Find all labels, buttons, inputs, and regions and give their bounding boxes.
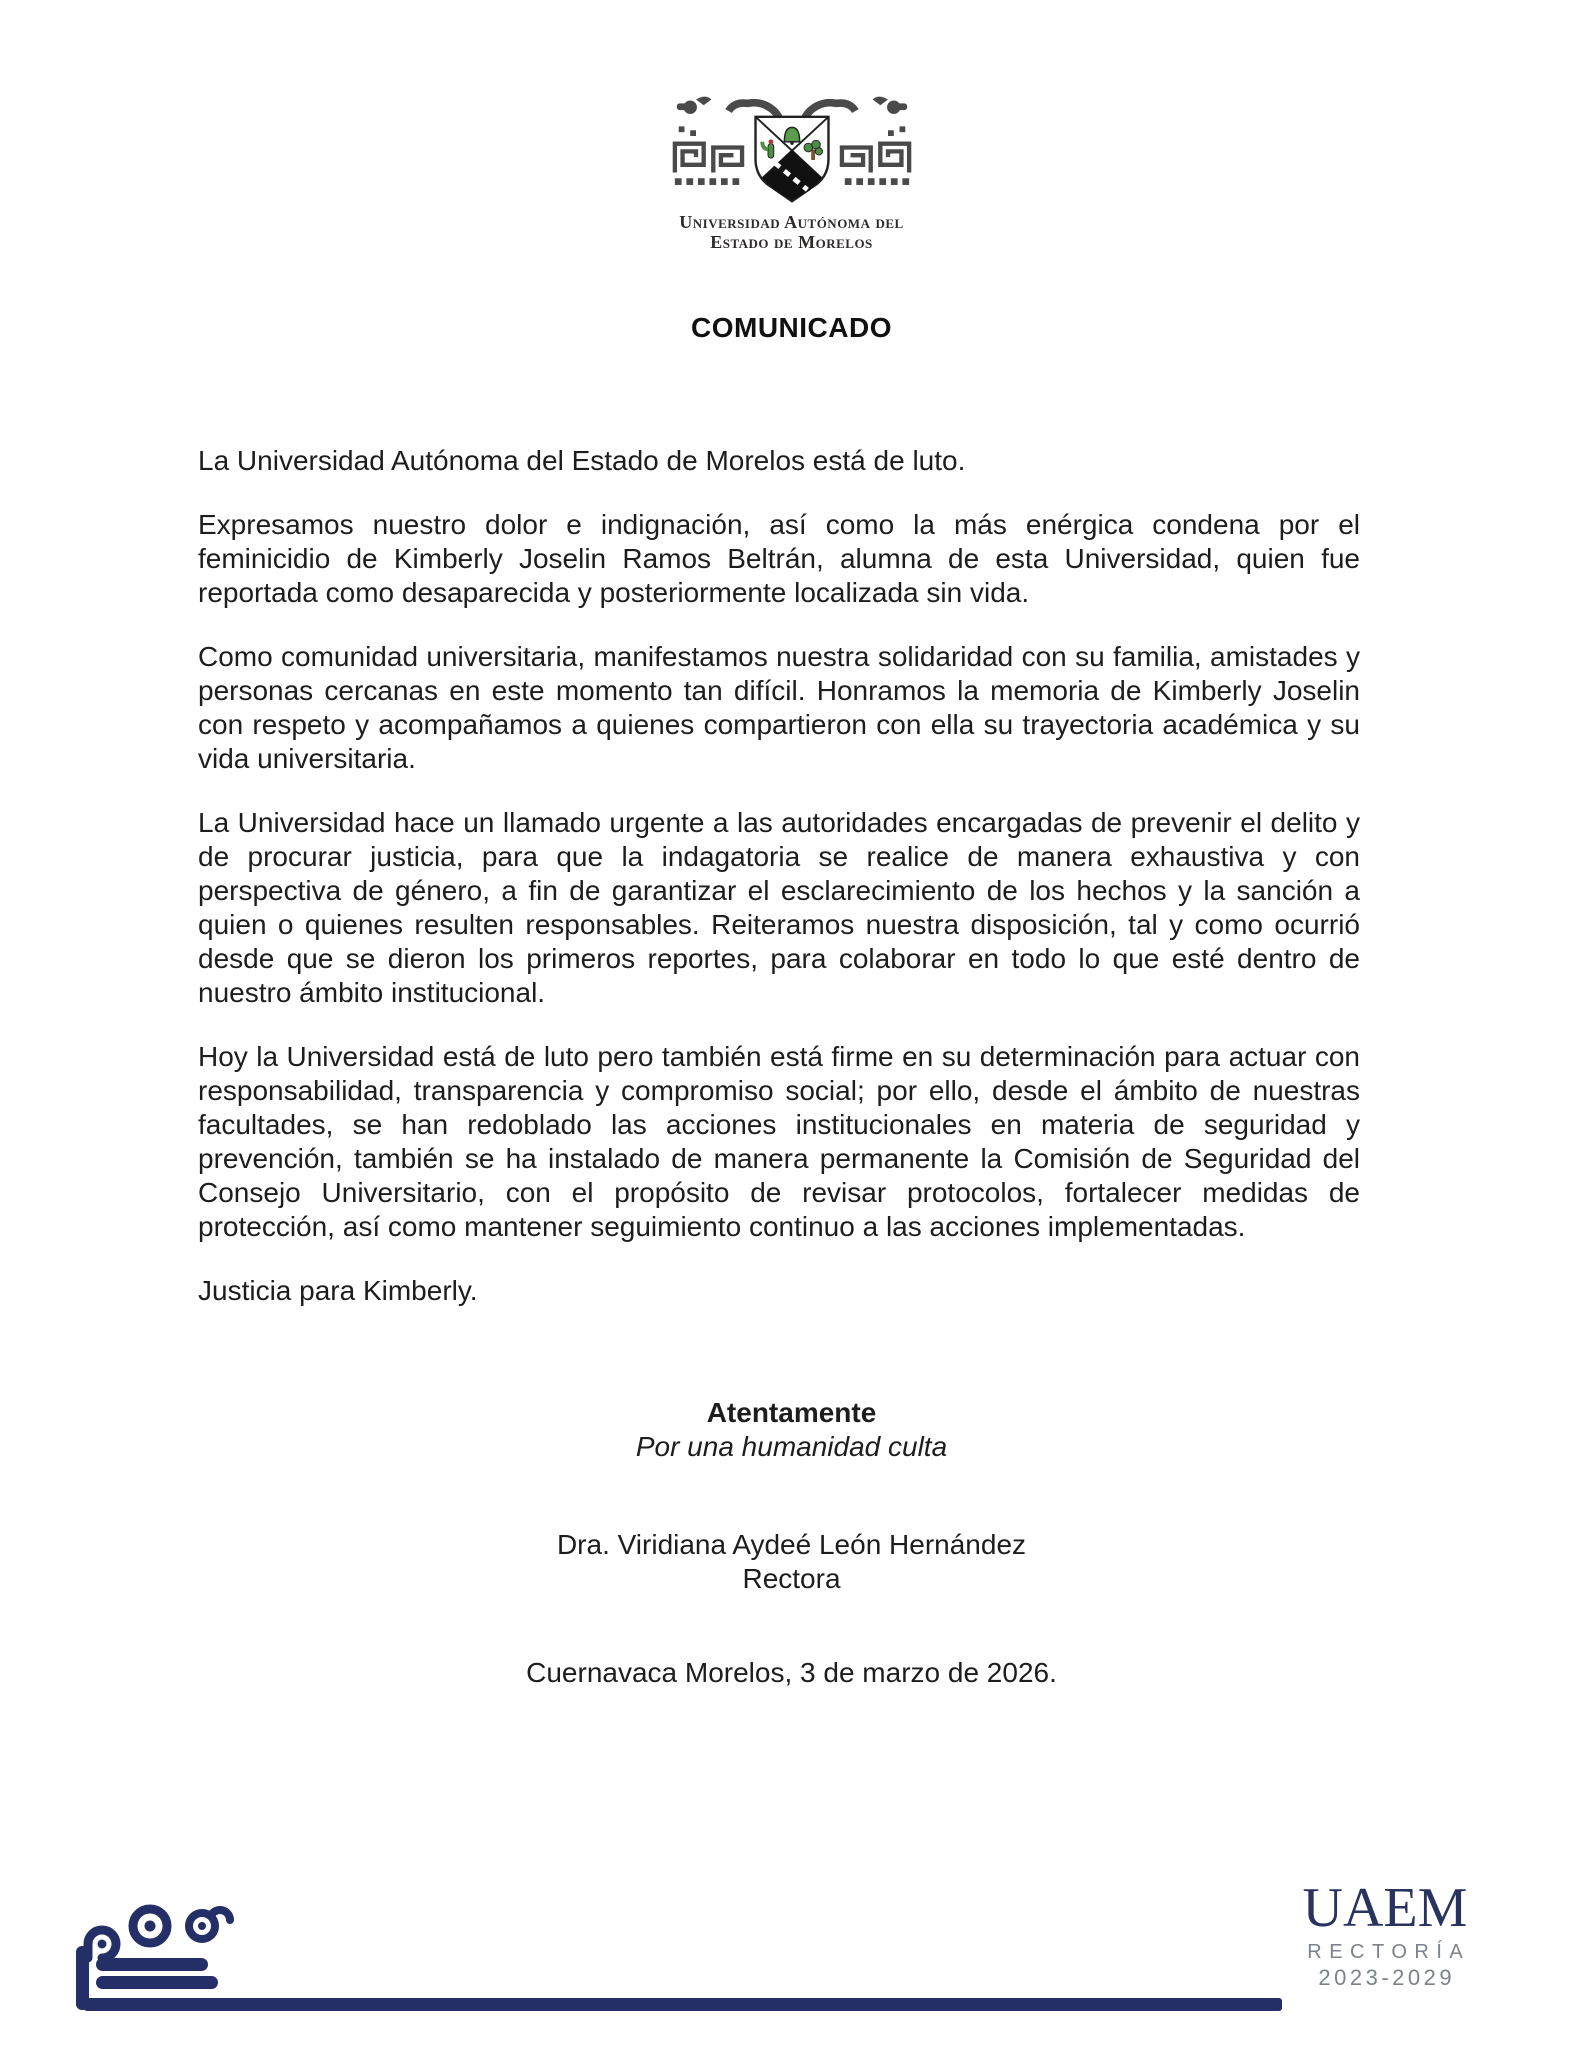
signatory-name: Dra. Viridiana Aydeé León Hernández (556, 1529, 1027, 1560)
paragraph-condemnation: Expresamos nuestro dolor e indignación, así como la más enérgica condena por el feminicidio de Kimberly Joselin Ramos Beltrán, alumna de esta Universidad, quien fue reportada como desaparecida y posteriormente localizada sin vida. (198, 509, 1360, 608)
logo-caption-line1: Universidad Autónoma del (679, 212, 904, 232)
letter-body (198, 444, 1360, 1308)
salutation: Atentamente (706, 1397, 877, 1428)
header-logo (0, 88, 1583, 252)
paragraph-call-to-authorities: La Universidad hace un llamado urgente a las autoridades encargadas de prevenir el delito y de procurar justicia, para que la indagatoria se realice de manera exhaustiva y con perspectiva de género, a fin de garantizar el esclarecimiento de los hechos y la sanción a quien o quienes resulten responsables. Reiteramos nuestra disposición, tal y como ocurrió desde que se dieron los primeros reportes, para colaborar en todo lo que esté dentro de nuestro ámbito institucional. (198, 807, 1360, 1008)
paragraph-actions: Hoy la Universidad está de luto pero también está firme en su determinación para actuar con responsabilidad, transparencia y compromiso social; por ello, desde el ámbito de nuestras facultades, se han redoblado las acciones institucionales en materia de seguridad y prevención, también se ha instalado de manera permanente la Comisión de Seguridad del Consejo Universitario, con el propósito de revisar protocolos, fortalecer medidas de protección, así como mantener seguimiento continuo a las acciones implementadas. (198, 1041, 1360, 1242)
uaem-coat-of-arms-icon (667, 88, 917, 208)
tlahuica-water-glyph-icon (70, 1888, 245, 2013)
signatory-title: Rectora (742, 1563, 841, 1594)
rectoria-period: 2023-2029 (1318, 1965, 1456, 1990)
paragraph-mourning: La Universidad Autónoma del Estado de Morelos está de luto. (198, 445, 966, 476)
rectoria-label: RECTORÍA (1307, 1941, 1471, 1963)
footer-rule (84, 1998, 1282, 2011)
paragraph-justice: Justicia para Kimberly. (198, 1275, 478, 1306)
logo-caption (0, 212, 1583, 252)
closing-block (0, 1396, 1583, 1464)
paragraph-solidarity: Como comunidad universitaria, manifestamos nuestra solidaridad con su familia, amistades y personas cercanas en este momento tan difícil. Honramos la memoria de Kimberly Joselin con respeto y acompañamos a quienes compartieron con ella su trayectoria académica y su vida universitaria. (198, 641, 1360, 774)
uaem-wordmark: UAEM (1302, 1877, 1468, 1939)
dateline: Cuernavaca Morelos, 3 de marzo de 2026. (526, 1657, 1057, 1688)
institutional-motto: Por una humanidad culta (635, 1431, 948, 1462)
footer-brand (1290, 1877, 1480, 1990)
signature-block (0, 1528, 1583, 1596)
page-title: COMUNICADO (691, 312, 892, 343)
logo-caption-line2: Estado de Morelos (710, 232, 873, 252)
